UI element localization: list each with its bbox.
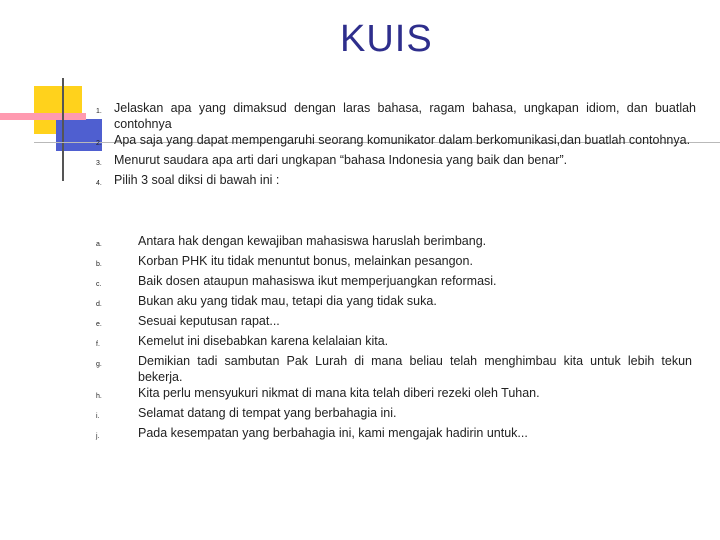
decorative-pink-bar [0,113,86,120]
diksi-item [96,313,692,333]
question-text: Jelaskan apa yang dimaksud dengan laras bahasa, ragam bahasa, ungkapan idiom, dan buatlah contohnya [114,101,696,131]
question-marker: 1. [96,108,102,115]
diksi-item [96,405,692,425]
question-item [96,152,696,172]
question-text: Menurut saudara apa arti dari ungkapan “bahasa Indonesia yang baik dan benar”. [114,153,568,167]
diksi-text: Kemelut ini disebabkan karena kelalaian kita. [138,334,389,348]
diksi-text: Baik dosen ataupun mahasiswa ikut memperjuangkan reformasi. [138,274,497,288]
diksi-text: Pada kesempatan yang berbahagia ini, kami mengajak hadirin untuk... [138,426,528,440]
diksi-item [96,293,692,313]
diksi-text: Bukan aku yang tidak mau, tetapi dia yang tidak suka. [138,294,437,308]
diksi-text: Sesuai keputusan rapat... [138,314,280,328]
diksi-marker: b. [96,261,102,268]
question-item [96,132,696,152]
diksi-marker: i. [96,413,100,420]
diksi-marker: d. [96,301,102,308]
question-text: Pilih 3 soal diksi di bawah ini : [114,173,280,187]
question-marker: 4. [96,180,102,187]
question-list [96,100,696,192]
slide-title: KUIS [340,18,433,60]
diksi-item [96,273,692,293]
diksi-marker: e. [96,321,102,328]
diksi-text: Kita perlu mensyukuri nikmat di mana kita telah diberi rezeki oleh Tuhan. [138,386,540,400]
diksi-marker: f. [96,341,100,348]
diksi-item [96,425,692,445]
question-item [96,172,696,192]
diksi-marker: c. [96,281,102,288]
diksi-list [96,233,692,445]
question-item [96,100,696,132]
diksi-marker: h. [96,393,102,400]
diksi-item [96,353,692,385]
diksi-text: Selamat datang di tempat yang berbahagia ini. [138,406,397,420]
diksi-text: Demikian tadi sambutan Pak Lurah di mana beliau telah menghimbau kita untuk lebih tekun bekerja. [138,354,692,384]
diksi-item [96,253,692,273]
diksi-item [96,233,692,253]
diksi-item [96,385,692,405]
diksi-marker: a. [96,241,102,248]
question-marker: 3. [96,160,102,167]
question-text: Apa saja yang dapat mempengaruhi seorang komunikator dalam berkomunikasi,dan buatlah contohnya. [114,133,691,147]
diksi-marker: g. [96,361,102,368]
diksi-text: Antara hak dengan kewajiban mahasiswa haruslah berimbang. [138,234,487,248]
diksi-item [96,333,692,353]
question-marker: 2. [96,140,102,147]
diksi-text: Korban PHK itu tidak menuntut bonus, melainkan pesangon. [138,254,473,268]
decorative-vertical-line [62,78,64,181]
diksi-marker: j. [96,433,100,440]
